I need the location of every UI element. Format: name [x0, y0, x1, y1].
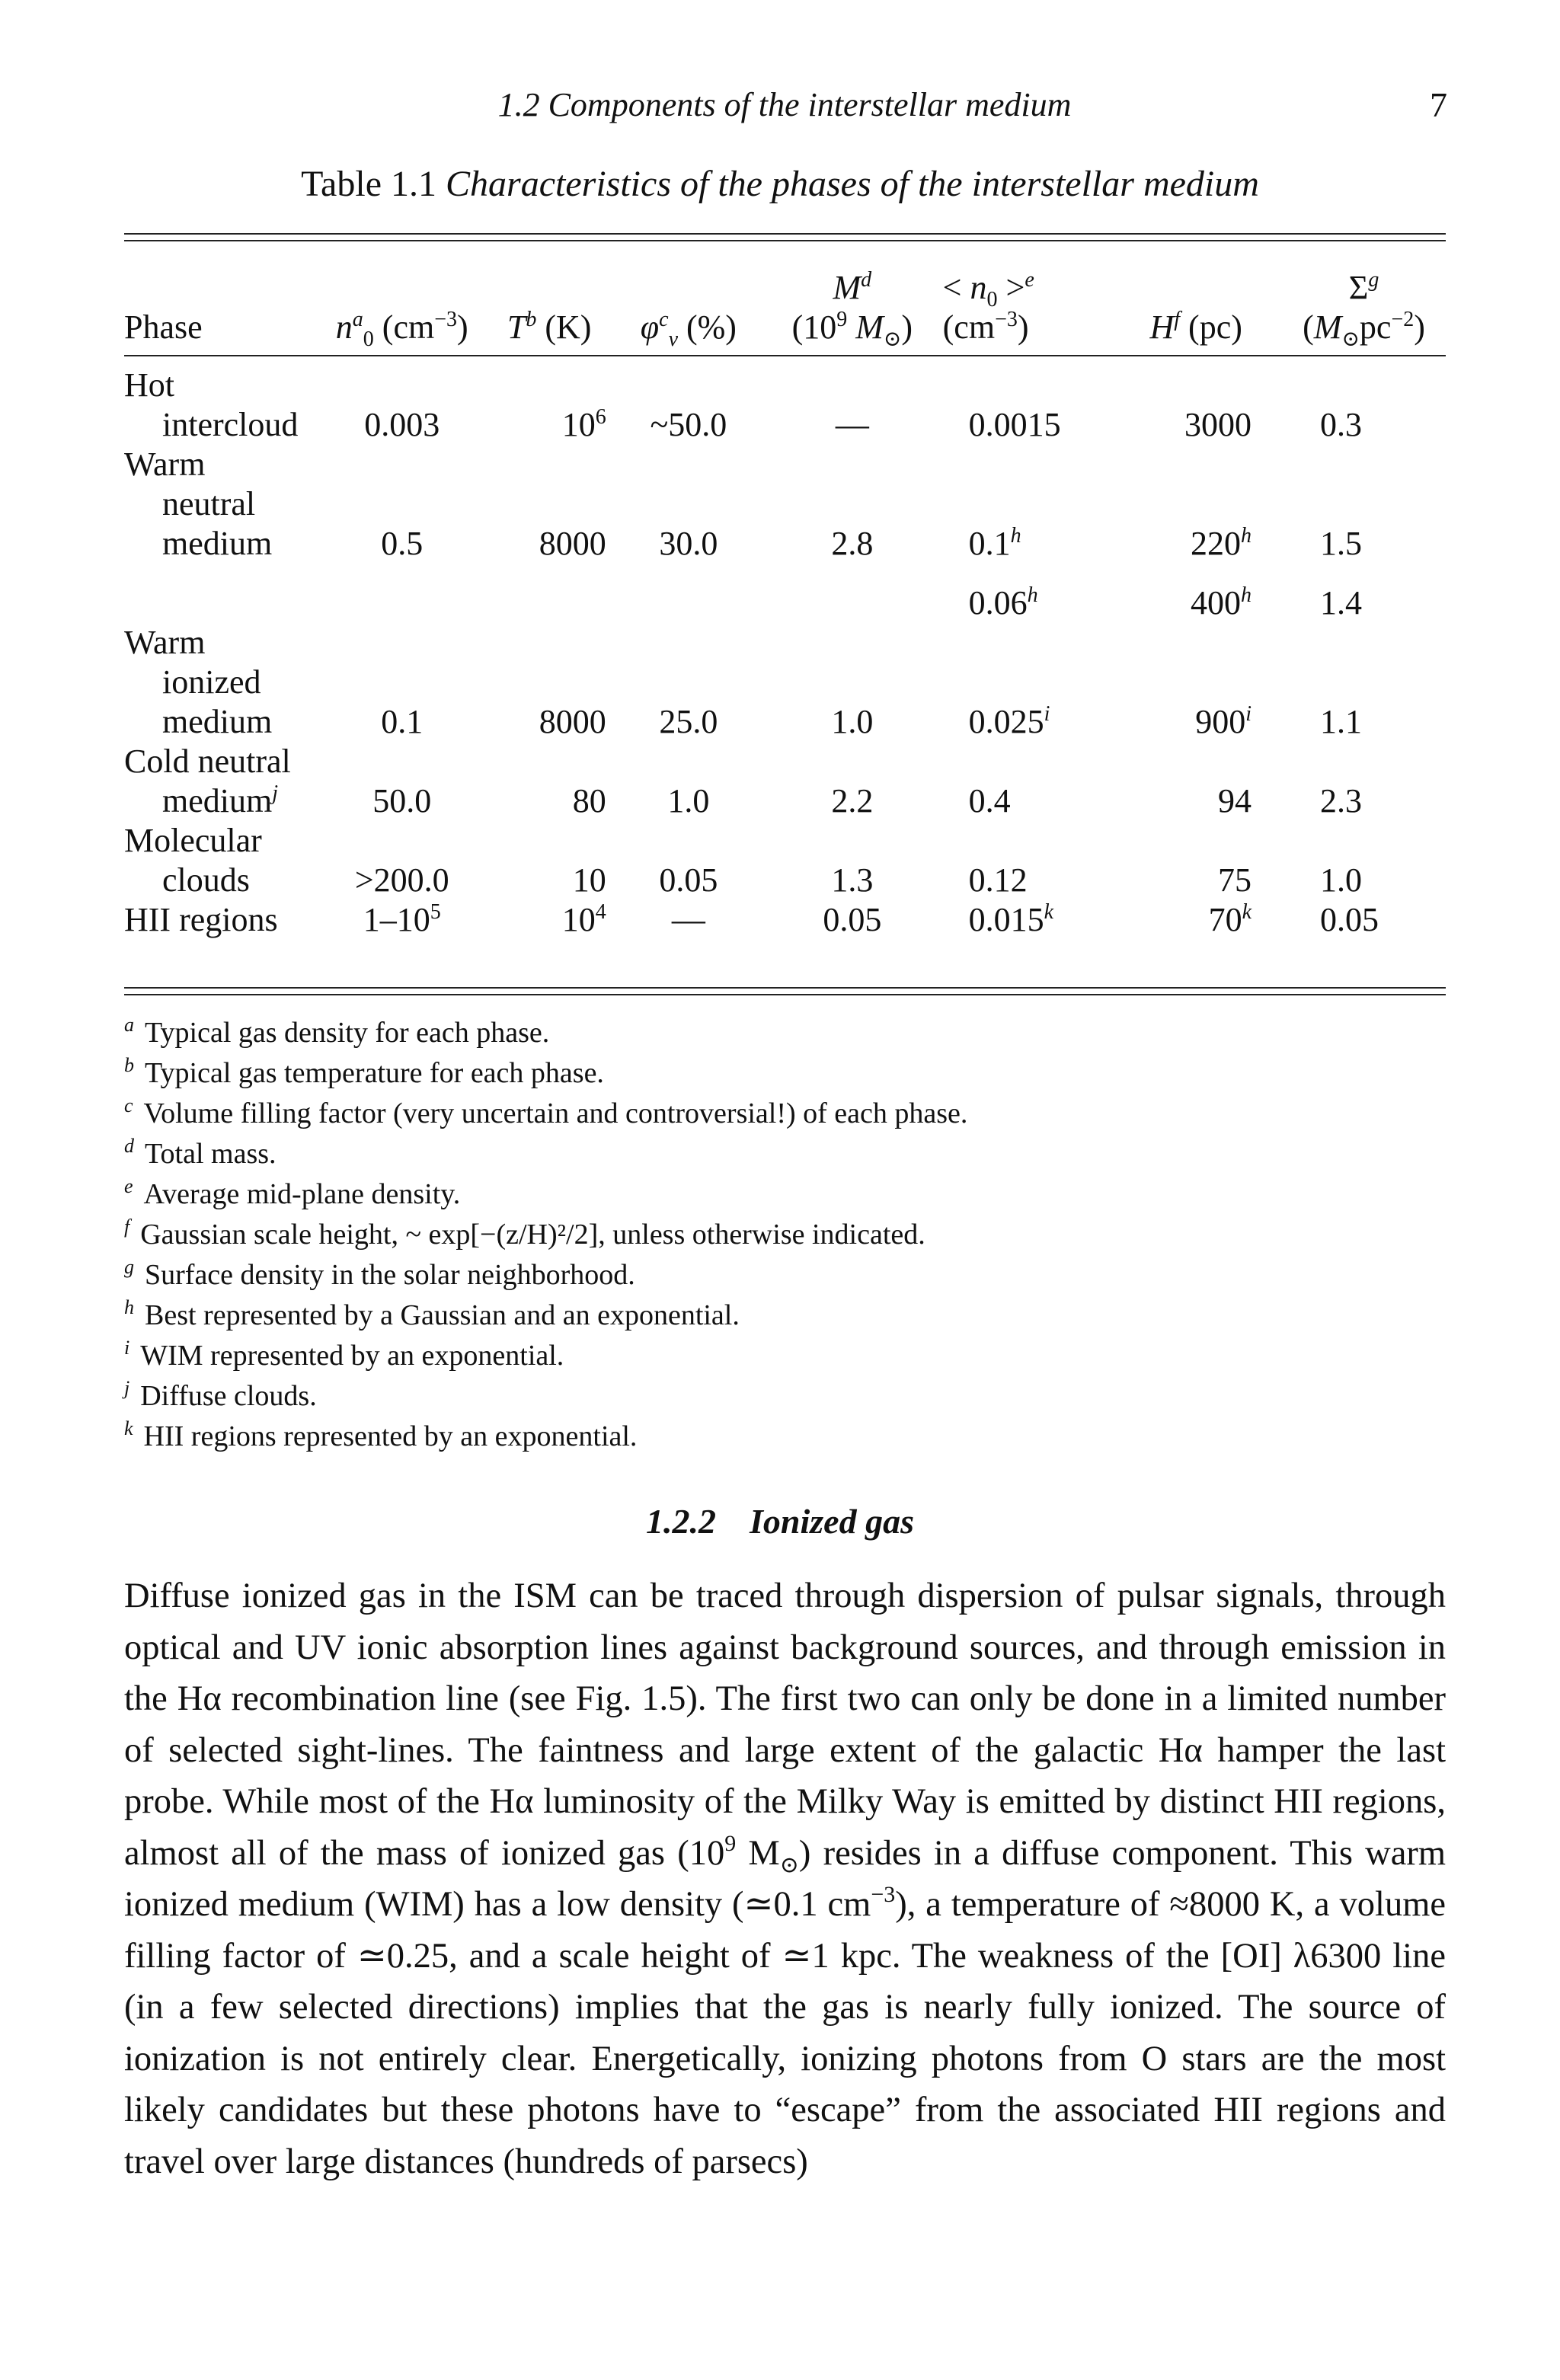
- table-row: [124, 663, 1446, 702]
- cell-mass: 2.2: [831, 782, 874, 819]
- col-scale-height: $H^f$ (pc): [1149, 308, 1242, 346]
- table-row: [124, 623, 1446, 663]
- row-label: Cold neutral: [124, 743, 291, 780]
- row-label: Hot: [124, 366, 174, 404]
- section-number: 1.2.2: [646, 1502, 716, 1541]
- col-phase: Phase: [124, 308, 203, 346]
- cell-mass: —: [835, 406, 869, 443]
- cell-temperature: $10^6$: [561, 405, 606, 443]
- cell-mass: 2.8: [831, 525, 874, 562]
- cell-surface-density: 1.5: [1320, 525, 1363, 562]
- cell-surface-density: 2.3: [1320, 782, 1363, 819]
- cell-avg-density: 0.025$^i$: [968, 702, 1050, 740]
- table-row: [124, 781, 1446, 821]
- cell-n0: 0.003: [364, 406, 440, 443]
- table-caption-title: Characteristics of the phases of the interstellar medium: [446, 164, 1259, 204]
- col-mass: $M^d$ ($10^9$ $M_⊙$): [791, 268, 913, 351]
- table-row: [124, 405, 1446, 445]
- cell-avg-density: 0.06$^h$: [968, 583, 1038, 621]
- cell-scale-height: 400$^h$: [1191, 583, 1252, 621]
- cell-scale-height: 220$^h$: [1191, 524, 1252, 562]
- row-label: medium: [162, 525, 273, 562]
- footnote: $^c$ Volume filling factor (very uncertain and controversial!) of each phase.: [124, 1094, 968, 1129]
- page-number: 7: [1430, 85, 1447, 124]
- cell-avg-density: 0.4: [968, 782, 1011, 819]
- table-row: [124, 861, 1446, 900]
- cell-temperature: 10: [572, 861, 606, 899]
- col-filling-factor: $\varphi^c_v$ (%): [640, 308, 737, 351]
- running-head: [122, 82, 1447, 128]
- cell-scale-height: 3000: [1184, 406, 1252, 443]
- row-label: clouds: [162, 861, 250, 899]
- cell-n0: 0.1: [381, 703, 424, 740]
- cell-avg-density: 0.1$^h$: [968, 524, 1021, 562]
- cell-scale-height: 70$^k$: [1208, 900, 1252, 938]
- cell-n0: 50.0: [372, 782, 432, 819]
- cell-filling-factor: 1.0: [667, 782, 710, 819]
- row-label: medium: [162, 703, 273, 740]
- row-label: Warm: [124, 624, 206, 661]
- table-row: [124, 702, 1446, 742]
- table-row: [124, 484, 1446, 524]
- cell-filling-factor: 30.0: [659, 525, 718, 562]
- cell-filling-factor: ~50.0: [650, 406, 727, 443]
- table-row: [124, 821, 1446, 861]
- table-bottom-rule: [124, 987, 1446, 989]
- cell-temperature: 8000: [539, 703, 606, 740]
- running-head-title: 1.2 Components of the interstellar medium: [497, 86, 1072, 123]
- table-caption: [0, 160, 1560, 209]
- col-surface-density: $\Sigma^g$ $(M_⊙pc^{-2})$: [1303, 268, 1425, 351]
- row-label: Molecular: [124, 822, 262, 859]
- footnote: $^k$ HII regions represented by an exponential.: [124, 1417, 638, 1452]
- table-row: [124, 366, 1446, 405]
- col-avg-density: < $n_0 >^e$ $(cm^{-3})$: [942, 268, 1034, 346]
- footnote: $^d$ Total mass.: [124, 1135, 277, 1170]
- table-header-row: [124, 248, 1446, 347]
- table-bottom-rule-2: [124, 994, 1446, 995]
- cell-filling-factor: —: [671, 901, 705, 938]
- row-label: medium$^j$: [162, 781, 278, 819]
- cell-scale-height: 75: [1218, 861, 1252, 899]
- cell-n0: 0.5: [381, 525, 424, 562]
- cell-temperature: 80: [572, 782, 606, 819]
- cell-surface-density: 0.3: [1320, 406, 1363, 443]
- footnote: $^a$ Typical gas density for each phase.: [124, 1014, 550, 1049]
- table-top-rule: [124, 233, 1446, 235]
- table-caption-label: Table 1.1: [301, 164, 436, 204]
- table-top-rule-2: [124, 240, 1446, 241]
- section-title: Ionized gas: [750, 1502, 914, 1541]
- table-footnotes: [124, 1013, 1446, 1457]
- cell-mass: 1.3: [831, 861, 874, 899]
- footnote: $^g$ Surface density in the solar neighborhood.: [124, 1256, 635, 1291]
- row-label: ionized: [162, 663, 261, 701]
- cell-mass: 0.05: [823, 901, 882, 938]
- ism-phases-table: [124, 248, 1446, 940]
- table-row: [124, 524, 1446, 564]
- row-label: HII regions: [124, 901, 278, 938]
- table-row: [124, 445, 1446, 484]
- footnote: $^b$ Typical gas temperature for each phase.: [124, 1054, 604, 1089]
- footnote: $^j$ Diffuse clouds.: [124, 1377, 317, 1412]
- cell-surface-density: 1.0: [1320, 861, 1363, 899]
- cell-avg-density: 0.12: [968, 861, 1028, 899]
- cell-avg-density: 0.0015: [968, 406, 1061, 443]
- table-row: [124, 583, 1446, 623]
- col-temperature: $T^b$ (K): [507, 308, 592, 346]
- cell-temperature: $10^4$: [561, 900, 606, 938]
- footnote: $^e$ Average mid-plane density.: [124, 1175, 461, 1210]
- cell-n0: >200.0: [354, 861, 449, 899]
- cell-surface-density: 1.1: [1320, 703, 1363, 740]
- footnote: $^h$ Best represented by a Gaussian and an exponential.: [124, 1296, 740, 1331]
- cell-mass: 1.0: [831, 703, 874, 740]
- col-n0: $n^a_0$ $(cm^{-3})$: [335, 308, 468, 351]
- cell-scale-height: 94: [1218, 782, 1252, 819]
- row-label: neutral: [162, 485, 256, 522]
- cell-temperature: 8000: [539, 525, 606, 562]
- table-row: [124, 742, 1446, 781]
- cell-filling-factor: 25.0: [659, 703, 718, 740]
- row-label: intercloud: [162, 406, 299, 443]
- cell-filling-factor: 0.05: [659, 861, 718, 899]
- cell-n0: $1-10^5$: [363, 900, 441, 938]
- body-paragraph: Diffuse ionized gas in the ISM can be traced through dispersion of pulsar signals, through optical and UV ionic absorption lines against background sources, and through emission in the Hα recombination line (see Fig. 1.5). The first two can only be done in a limited number of selected sight-lines. The faintness and large extent of the galactic Hα hamper the last probe. While most of the Hα luminosity of the Milky Way is emitted by distinct HII regions, almost all of the mass of ionized gas ($10^9$ $M_⊙$) resides in a diffuse component. This warm ionized medium (WIM) has a low density (≃0.1 $cm^{-3}$), a temperature of ≈8000 K, a volume filling factor of ≃0.25, and a scale height of ≃1 kpc. The weakness of the [OI] λ6300 line (in a few selected directions) implies that the gas is nearly fully ionized. The source of ionization is not entirely clear. Energetically, ionizing photons from O stars are the most likely candidates but these photons have to “escape” from the associated HII regions and travel over large distances (hundreds of parsecs): [124, 1577, 1447, 2181]
- cell-surface-density: 0.05: [1320, 901, 1379, 938]
- cell-avg-density: 0.015$^k$: [968, 900, 1054, 938]
- cell-scale-height: 900$^i$: [1195, 702, 1252, 740]
- footnote: $^i$ WIM represented by an exponential.: [124, 1337, 564, 1372]
- footnote: $^f$ Gaussian scale height, ~ exp[−(z/H)²/2], unless otherwise indicated.: [124, 1216, 925, 1251]
- cell-surface-density: 1.4: [1320, 584, 1363, 621]
- section-heading: [0, 1497, 1560, 1546]
- row-label: Warm: [124, 446, 206, 483]
- table-row: [124, 900, 1446, 940]
